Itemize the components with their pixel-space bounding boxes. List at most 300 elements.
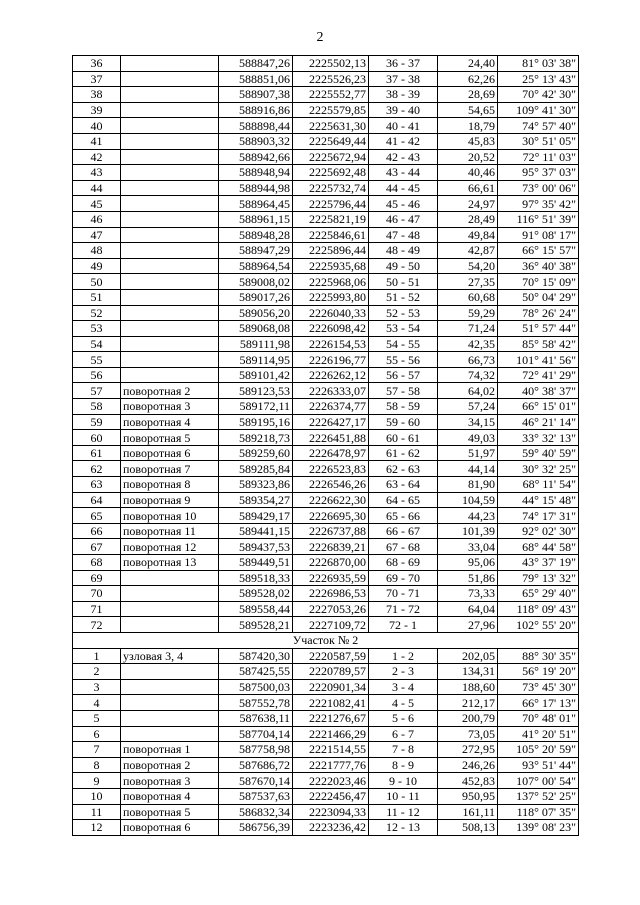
coord-x-cell: 588903,32 [219, 133, 293, 149]
length-cell: 18,79 [438, 118, 498, 134]
point-type-cell: поворотная 6 [121, 820, 219, 836]
point-type-cell: поворотная 13 [121, 555, 219, 571]
coord-y-cell: 2226196,77 [293, 352, 369, 368]
coord-y-cell: 2225796,44 [293, 196, 369, 212]
coord-x-cell: 588942,66 [219, 149, 293, 165]
section-header-row [73, 632, 579, 648]
coord-y-cell: 2226695,30 [293, 508, 369, 524]
length-cell: 24,40 [438, 56, 498, 72]
table-row [73, 586, 579, 602]
point-number-cell: 55 [73, 352, 121, 368]
segment-cell: 10 - 11 [369, 788, 438, 804]
coord-x-cell: 588847,26 [219, 56, 293, 72]
length-cell: 161,11 [438, 804, 498, 820]
point-number-cell: 56 [73, 367, 121, 383]
table-body-section-header [73, 632, 579, 648]
point-number-cell: 42 [73, 149, 121, 165]
table-row [73, 445, 579, 461]
point-type-cell [121, 274, 219, 290]
length-cell: 54,65 [438, 102, 498, 118]
segment-cell: 40 - 41 [369, 118, 438, 134]
coord-x-cell: 588944,98 [219, 180, 293, 196]
length-cell: 51,86 [438, 570, 498, 586]
length-cell: 54,20 [438, 258, 498, 274]
table-row [73, 679, 579, 695]
table-row [73, 820, 579, 836]
point-number-cell: 52 [73, 305, 121, 321]
coord-x-cell: 589528,02 [219, 586, 293, 602]
segment-cell: 12 - 13 [369, 820, 438, 836]
coord-y-cell: 2226986,53 [293, 586, 369, 602]
segment-cell: 5 - 6 [369, 710, 438, 726]
point-type-cell [121, 321, 219, 337]
length-cell: 95,06 [438, 555, 498, 571]
point-type-cell: поворотная 1 [121, 742, 219, 758]
coord-x-cell: 588964,45 [219, 196, 293, 212]
coord-x-cell: 588916,86 [219, 102, 293, 118]
table-row [73, 414, 579, 430]
direction-angle-cell: 118° 07' 35" [498, 804, 579, 820]
coord-y-cell: 2226098,42 [293, 321, 369, 337]
coord-x-cell: 589429,17 [219, 508, 293, 524]
point-number-cell: 3 [73, 679, 121, 695]
coord-y-cell: 2221466,29 [293, 726, 369, 742]
coord-x-cell: 589056,20 [219, 305, 293, 321]
segment-cell: 51 - 52 [369, 289, 438, 305]
direction-angle-cell: 66° 17' 13" [498, 695, 579, 711]
point-type-cell: узловая 3, 4 [121, 648, 219, 664]
direction-angle-cell: 73° 00' 06" [498, 180, 579, 196]
point-number-cell: 37 [73, 71, 121, 87]
coord-y-cell: 2225821,19 [293, 211, 369, 227]
table-row [73, 71, 579, 87]
direction-angle-cell: 107° 00' 54" [498, 773, 579, 789]
point-type-cell: поворотная 4 [121, 414, 219, 430]
point-number-cell: 59 [73, 414, 121, 430]
table-row [73, 648, 579, 664]
point-number-cell: 61 [73, 445, 121, 461]
table-row [73, 508, 579, 524]
length-cell: 51,97 [438, 445, 498, 461]
segment-cell: 46 - 47 [369, 211, 438, 227]
length-cell: 71,24 [438, 321, 498, 337]
point-type-cell [121, 305, 219, 321]
point-type-cell: поворотная 9 [121, 492, 219, 508]
point-type-cell [121, 149, 219, 165]
coord-x-cell: 589528,21 [219, 617, 293, 633]
direction-angle-cell: 78° 26' 24" [498, 305, 579, 321]
table-row [73, 492, 579, 508]
table-row [73, 695, 579, 711]
coord-y-cell: 2226451,88 [293, 430, 369, 446]
length-cell: 202,05 [438, 648, 498, 664]
point-number-cell: 45 [73, 196, 121, 212]
table-row [73, 243, 579, 259]
coord-y-cell: 2225732,74 [293, 180, 369, 196]
length-cell: 40,46 [438, 165, 498, 181]
direction-angle-cell: 105° 20' 59" [498, 742, 579, 758]
coord-x-cell: 589449,51 [219, 555, 293, 571]
segment-cell: 47 - 48 [369, 227, 438, 243]
point-number-cell: 60 [73, 430, 121, 446]
segment-cell: 42 - 43 [369, 149, 438, 165]
segment-cell: 45 - 46 [369, 196, 438, 212]
coord-y-cell: 2225649,44 [293, 133, 369, 149]
point-type-cell: поворотная 5 [121, 804, 219, 820]
page-number: 2 [316, 30, 324, 45]
coord-x-cell: 589101,42 [219, 367, 293, 383]
direction-angle-cell: 79° 13' 32" [498, 570, 579, 586]
point-type-cell: поворотная 8 [121, 477, 219, 493]
point-type-cell [121, 617, 219, 633]
point-number-cell: 57 [73, 383, 121, 399]
point-type-cell [121, 165, 219, 181]
point-type-cell [121, 196, 219, 212]
length-cell: 60,68 [438, 289, 498, 305]
direction-angle-cell: 40° 38' 37" [498, 383, 579, 399]
table-row [73, 477, 579, 493]
length-cell: 73,05 [438, 726, 498, 742]
coord-y-cell: 2225631,30 [293, 118, 369, 134]
length-cell: 188,60 [438, 679, 498, 695]
direction-angle-cell: 68° 44' 58" [498, 539, 579, 555]
direction-angle-cell: 102° 55' 20" [498, 617, 579, 633]
coord-x-cell: 589123,53 [219, 383, 293, 399]
coord-x-cell: 587500,03 [219, 679, 293, 695]
point-type-cell: поворотная 7 [121, 461, 219, 477]
segment-cell: 70 - 71 [369, 586, 438, 602]
coord-y-cell: 2225968,06 [293, 274, 369, 290]
coord-x-cell: 589441,15 [219, 523, 293, 539]
point-type-cell [121, 211, 219, 227]
coord-y-cell: 2221276,67 [293, 710, 369, 726]
coord-x-cell: 588964,54 [219, 258, 293, 274]
table-row [73, 773, 579, 789]
point-number-cell: 66 [73, 523, 121, 539]
coord-y-cell: 2225896,44 [293, 243, 369, 259]
direction-angle-cell: 36° 40' 38" [498, 258, 579, 274]
point-number-cell: 54 [73, 336, 121, 352]
length-cell: 81,90 [438, 477, 498, 493]
point-number-cell: 8 [73, 757, 121, 773]
point-type-cell: поворотная 12 [121, 539, 219, 555]
direction-angle-cell: 56° 19' 20" [498, 664, 579, 680]
segment-cell: 65 - 66 [369, 508, 438, 524]
coord-y-cell: 2226262,12 [293, 367, 369, 383]
segment-cell: 49 - 50 [369, 258, 438, 274]
segment-cell: 72 - 1 [369, 617, 438, 633]
coord-x-cell: 589111,98 [219, 336, 293, 352]
direction-angle-cell: 97° 35' 42" [498, 196, 579, 212]
coord-x-cell: 587420,30 [219, 648, 293, 664]
coord-y-cell: 2220901,34 [293, 679, 369, 695]
coord-y-cell: 2223094,33 [293, 804, 369, 820]
length-cell: 42,35 [438, 336, 498, 352]
coord-y-cell: 2227109,72 [293, 617, 369, 633]
direction-angle-cell: 91° 08' 17" [498, 227, 579, 243]
coordinates-table [72, 55, 579, 836]
segment-cell: 63 - 64 [369, 477, 438, 493]
coord-x-cell: 587537,63 [219, 788, 293, 804]
point-number-cell: 48 [73, 243, 121, 259]
coord-x-cell: 587670,14 [219, 773, 293, 789]
table-row [73, 664, 579, 680]
coord-x-cell: 589518,33 [219, 570, 293, 586]
point-type-cell [121, 570, 219, 586]
point-type-cell [121, 87, 219, 103]
table-row [73, 804, 579, 820]
coord-x-cell: 589437,53 [219, 539, 293, 555]
coord-y-cell: 2226839,21 [293, 539, 369, 555]
segment-cell: 44 - 45 [369, 180, 438, 196]
direction-angle-cell: 70° 15' 09" [498, 274, 579, 290]
point-number-cell: 44 [73, 180, 121, 196]
direction-angle-cell: 65° 29' 40" [498, 586, 579, 602]
section-title: Участок № 2 [73, 632, 579, 648]
coord-x-cell: 587686,72 [219, 757, 293, 773]
length-cell: 49,84 [438, 227, 498, 243]
coord-y-cell: 2226935,59 [293, 570, 369, 586]
point-number-cell: 7 [73, 742, 121, 758]
length-cell: 64,02 [438, 383, 498, 399]
direction-angle-cell: 66° 15' 57" [498, 243, 579, 259]
length-cell: 73,33 [438, 586, 498, 602]
point-number-cell: 39 [73, 102, 121, 118]
coord-y-cell: 2226870,00 [293, 555, 369, 571]
point-type-cell: поворотная 10 [121, 508, 219, 524]
coord-y-cell: 2226622,30 [293, 492, 369, 508]
direction-angle-cell: 74° 57' 40" [498, 118, 579, 134]
point-number-cell: 9 [73, 773, 121, 789]
length-cell: 28,49 [438, 211, 498, 227]
coord-x-cell: 588947,29 [219, 243, 293, 259]
segment-cell: 8 - 9 [369, 757, 438, 773]
direction-angle-cell: 70° 48' 01" [498, 710, 579, 726]
point-number-cell: 69 [73, 570, 121, 586]
direction-angle-cell: 93° 51' 44" [498, 757, 579, 773]
direction-angle-cell: 50° 04' 29" [498, 289, 579, 305]
coord-y-cell: 2225526,23 [293, 71, 369, 87]
coord-y-cell: 2221777,76 [293, 757, 369, 773]
coord-y-cell: 2226154,53 [293, 336, 369, 352]
coord-x-cell: 589558,44 [219, 601, 293, 617]
segment-cell: 57 - 58 [369, 383, 438, 399]
table-row [73, 118, 579, 134]
segment-cell: 66 - 67 [369, 523, 438, 539]
length-cell: 28,69 [438, 87, 498, 103]
table-row [73, 227, 579, 243]
direction-angle-cell: 46° 21' 14" [498, 414, 579, 430]
point-number-cell: 1 [73, 648, 121, 664]
table-row [73, 352, 579, 368]
point-number-cell: 46 [73, 211, 121, 227]
table-row [73, 274, 579, 290]
segment-cell: 71 - 72 [369, 601, 438, 617]
length-cell: 27,35 [438, 274, 498, 290]
segment-cell: 52 - 53 [369, 305, 438, 321]
coord-y-cell: 2220587,59 [293, 648, 369, 664]
point-number-cell: 6 [73, 726, 121, 742]
point-type-cell: поворотная 2 [121, 383, 219, 399]
point-type-cell [121, 102, 219, 118]
direction-angle-cell: 66° 15' 01" [498, 399, 579, 415]
coord-x-cell: 588907,38 [219, 87, 293, 103]
coord-y-cell: 2222456,47 [293, 788, 369, 804]
point-type-cell: поворотная 3 [121, 399, 219, 415]
segment-cell: 6 - 7 [369, 726, 438, 742]
point-number-cell: 49 [73, 258, 121, 274]
coord-x-cell: 589218,73 [219, 430, 293, 446]
point-type-cell [121, 227, 219, 243]
point-number-cell: 64 [73, 492, 121, 508]
segment-cell: 11 - 12 [369, 804, 438, 820]
coord-y-cell: 2226374,77 [293, 399, 369, 415]
table-row [73, 211, 579, 227]
length-cell: 45,83 [438, 133, 498, 149]
coord-y-cell: 2225552,77 [293, 87, 369, 103]
coord-y-cell: 2225579,85 [293, 102, 369, 118]
coord-x-cell: 588948,94 [219, 165, 293, 181]
coord-y-cell: 2226427,17 [293, 414, 369, 430]
segment-cell: 61 - 62 [369, 445, 438, 461]
direction-angle-cell: 72° 41' 29" [498, 367, 579, 383]
direction-angle-cell: 73° 45' 30" [498, 679, 579, 695]
coord-y-cell: 2225692,48 [293, 165, 369, 181]
point-type-cell: поворотная 2 [121, 757, 219, 773]
direction-angle-cell: 43° 37' 19" [498, 555, 579, 571]
length-cell: 74,32 [438, 367, 498, 383]
table-row [73, 570, 579, 586]
point-number-cell: 12 [73, 820, 121, 836]
point-type-cell [121, 56, 219, 72]
point-type-cell: поворотная 11 [121, 523, 219, 539]
length-cell: 272,95 [438, 742, 498, 758]
coord-x-cell: 589068,08 [219, 321, 293, 337]
direction-angle-cell: 33° 32' 13" [498, 430, 579, 446]
point-number-cell: 41 [73, 133, 121, 149]
length-cell: 66,61 [438, 180, 498, 196]
length-cell: 49,03 [438, 430, 498, 446]
direction-angle-cell: 59° 40' 59" [498, 445, 579, 461]
segment-cell: 67 - 68 [369, 539, 438, 555]
point-number-cell: 43 [73, 165, 121, 181]
coord-y-cell: 2225846,61 [293, 227, 369, 243]
length-cell: 59,29 [438, 305, 498, 321]
coord-x-cell: 589323,86 [219, 477, 293, 493]
table-row [73, 56, 579, 72]
table-row [73, 383, 579, 399]
direction-angle-cell: 81° 03' 38" [498, 56, 579, 72]
length-cell: 246,26 [438, 757, 498, 773]
table-row [73, 788, 579, 804]
length-cell: 134,31 [438, 664, 498, 680]
point-number-cell: 47 [73, 227, 121, 243]
coord-y-cell: 2226040,33 [293, 305, 369, 321]
coord-y-cell: 2226478,97 [293, 445, 369, 461]
segment-cell: 48 - 49 [369, 243, 438, 259]
coord-y-cell: 2225935,68 [293, 258, 369, 274]
direction-angle-cell: 30° 51' 05" [498, 133, 579, 149]
coord-y-cell: 2221514,55 [293, 742, 369, 758]
table-row [73, 180, 579, 196]
table-row [73, 461, 579, 477]
length-cell: 33,04 [438, 539, 498, 555]
point-number-cell: 10 [73, 788, 121, 804]
point-number-cell: 71 [73, 601, 121, 617]
length-cell: 44,14 [438, 461, 498, 477]
point-number-cell: 67 [73, 539, 121, 555]
direction-angle-cell: 118° 09' 43" [498, 601, 579, 617]
coord-x-cell: 587758,98 [219, 742, 293, 758]
point-type-cell [121, 118, 219, 134]
coord-x-cell: 588961,15 [219, 211, 293, 227]
coord-x-cell: 589172,11 [219, 399, 293, 415]
coord-x-cell: 589114,95 [219, 352, 293, 368]
segment-cell: 7 - 8 [369, 742, 438, 758]
segment-cell: 38 - 39 [369, 87, 438, 103]
direction-angle-cell: 25° 13' 43" [498, 71, 579, 87]
length-cell: 42,87 [438, 243, 498, 259]
point-number-cell: 65 [73, 508, 121, 524]
coord-x-cell: 589008,02 [219, 274, 293, 290]
point-number-cell: 58 [73, 399, 121, 415]
segment-cell: 4 - 5 [369, 695, 438, 711]
table-row [73, 149, 579, 165]
point-type-cell: поворотная 4 [121, 788, 219, 804]
segment-cell: 1 - 2 [369, 648, 438, 664]
segment-cell: 54 - 55 [369, 336, 438, 352]
point-type-cell [121, 352, 219, 368]
length-cell: 62,26 [438, 71, 498, 87]
segment-cell: 58 - 59 [369, 399, 438, 415]
point-type-cell [121, 71, 219, 87]
segment-cell: 53 - 54 [369, 321, 438, 337]
point-type-cell [121, 664, 219, 680]
direction-angle-cell: 92° 02' 30" [498, 523, 579, 539]
segment-cell: 55 - 56 [369, 352, 438, 368]
point-type-cell [121, 679, 219, 695]
table-row [73, 555, 579, 571]
length-cell: 27,96 [438, 617, 498, 633]
coord-y-cell: 2226333,07 [293, 383, 369, 399]
direction-angle-cell: 95° 37' 03" [498, 165, 579, 181]
length-cell: 200,79 [438, 710, 498, 726]
direction-angle-cell: 137° 52' 25" [498, 788, 579, 804]
table-row [73, 399, 579, 415]
table-body-section-1 [73, 56, 579, 633]
coord-y-cell: 2222023,46 [293, 773, 369, 789]
direction-angle-cell: 68° 11' 54" [498, 477, 579, 493]
point-type-cell [121, 180, 219, 196]
point-type-cell [121, 726, 219, 742]
segment-cell: 36 - 37 [369, 56, 438, 72]
direction-angle-cell: 101° 41' 56" [498, 352, 579, 368]
coord-x-cell: 588851,06 [219, 71, 293, 87]
coord-x-cell: 586756,39 [219, 820, 293, 836]
length-cell: 950,95 [438, 788, 498, 804]
segment-cell: 64 - 65 [369, 492, 438, 508]
length-cell: 212,17 [438, 695, 498, 711]
length-cell: 20,52 [438, 149, 498, 165]
table-row [73, 601, 579, 617]
coord-y-cell: 2225993,80 [293, 289, 369, 305]
segment-cell: 39 - 40 [369, 102, 438, 118]
length-cell: 64,04 [438, 601, 498, 617]
coord-y-cell: 2221082,41 [293, 695, 369, 711]
segment-cell: 69 - 70 [369, 570, 438, 586]
segment-cell: 60 - 61 [369, 430, 438, 446]
coord-x-cell: 587704,14 [219, 726, 293, 742]
